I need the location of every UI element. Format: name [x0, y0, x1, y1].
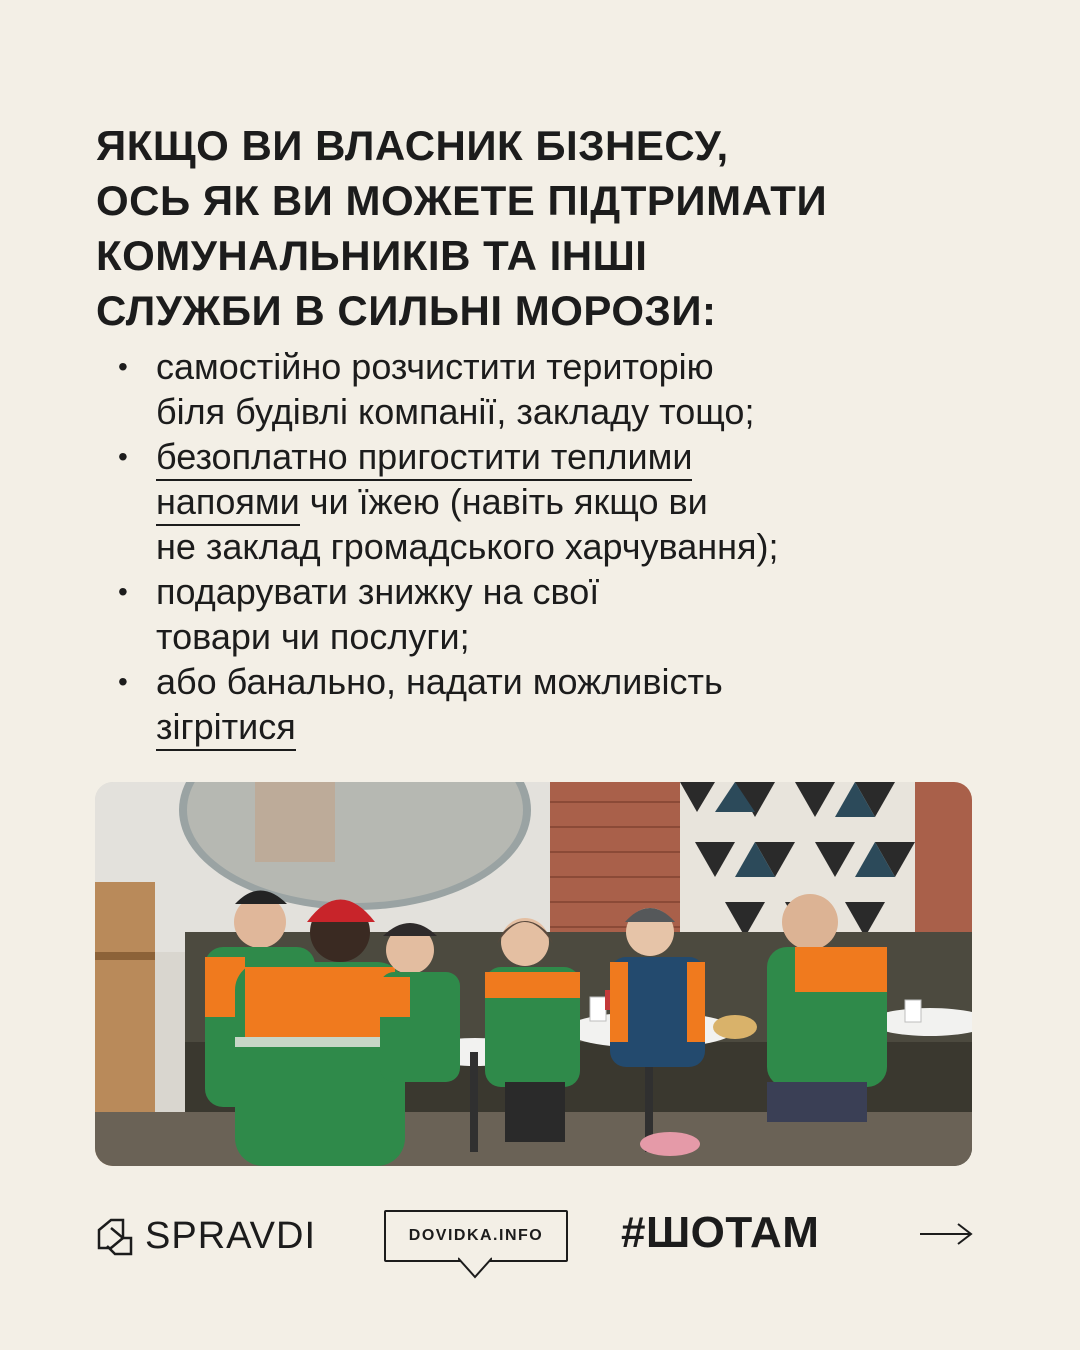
bullet-icon: •: [118, 666, 128, 697]
link-warm-up[interactable]: зігрітися: [156, 706, 296, 751]
page-title: [96, 118, 996, 338]
bullet-icon: •: [118, 351, 128, 382]
title-line-3: КОМУНАЛЬНИКІВ ТА ІНШІ: [96, 232, 648, 279]
photo-workers-cafe: [95, 782, 972, 1166]
item-text: біля будівлі компанії, закладу тощо;: [156, 391, 755, 432]
spravdi-logo-text: SPRAVDI: [145, 1214, 317, 1257]
bullet-icon: •: [118, 576, 128, 607]
list-item: [118, 659, 998, 749]
dovidka-logo[interactable]: [384, 1210, 568, 1260]
speech-bubble-tail-icon: [458, 1257, 492, 1279]
hashtag-label: #ШОТАМ: [621, 1208, 820, 1257]
dovidka-logo-text: DOVIDKA.INFO: [384, 1210, 568, 1262]
title-line-2: ОСЬ ЯК ВИ МОЖЕТЕ ПІДТРИМАТИ: [96, 177, 828, 224]
spravdi-logo[interactable]: [95, 1214, 316, 1258]
title-line-4: СЛУЖБИ В СИЛЬНІ МОРОЗИ:: [96, 287, 717, 334]
footer: [0, 1190, 1080, 1300]
bullet-icon: •: [118, 441, 128, 472]
arrow-right-icon[interactable]: [918, 1222, 974, 1246]
spravdi-logo-icon: [95, 1216, 135, 1256]
list-item: [118, 344, 998, 434]
item-text: подарувати знижку на свої: [156, 571, 600, 612]
link-warm-drinks[interactable]: безоплатно пригостити теплими: [156, 436, 692, 481]
link-warm-drinks-cont[interactable]: напоями: [156, 481, 300, 526]
photo-illustration: [95, 782, 972, 1166]
item-text: самостійно розчистити територію: [156, 346, 714, 387]
title-line-1: ЯКЩО ВИ ВЛАСНИК БІЗНЕСУ,: [96, 122, 729, 169]
list-item: [118, 569, 998, 659]
item-text: або банально, надати можливість: [156, 661, 723, 702]
list-item: [118, 434, 998, 569]
tips-list: [118, 344, 998, 749]
item-text: чи їжею (навіть якщо ви: [299, 481, 708, 522]
item-text: товари чи послуги;: [156, 616, 470, 657]
item-text: не заклад громадського харчування);: [156, 526, 779, 567]
